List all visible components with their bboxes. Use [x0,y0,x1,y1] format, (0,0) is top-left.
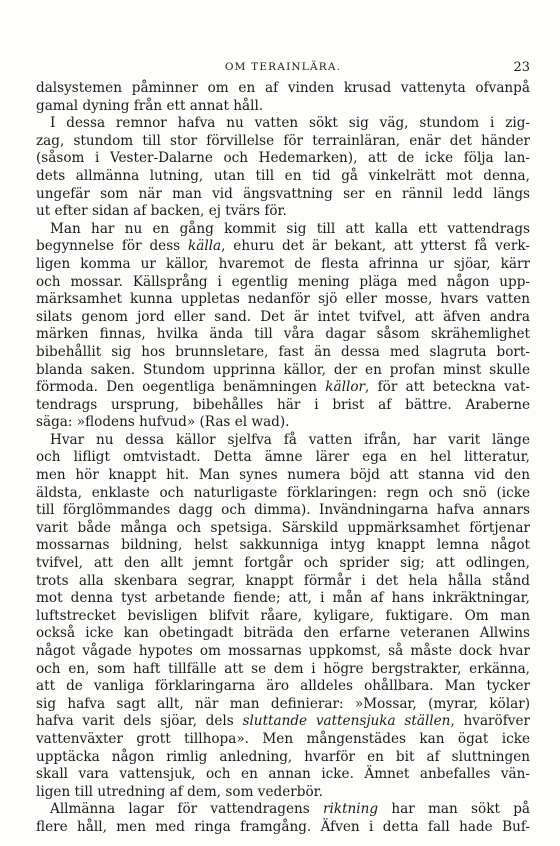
text-line: varit både många och spetsiga. Särskild uppmärksamhet förtjenar [36,519,530,536]
emphasis-sluttande: sluttande vattensjuka ställen [242,713,451,730]
emphasis-kallor: källor [325,379,366,396]
text-line: Hvar nu dessa källor sjelfva få vatten ifrån, har varit länge [50,431,530,448]
text-line: ligen till utredning af dem, som vederbör. [36,783,323,800]
text-line [36,238,530,256]
text-line: tvifvel, att den allt jemnt fortgår och sprider sig; att odlingen, [36,555,530,572]
text-line: mot denna tyst arbetande fiende; att, i mån af hans inkräktningar, [36,590,530,607]
text-line: ungefär som när man vid ängsvattning ser en rännil ledd längs [36,185,530,202]
text-line: skall vara vattensjuk, och en annan icke. Ämnet anbefalles vän- [36,766,530,783]
running-head [36,60,530,76]
text-run: begynnelse för dess [36,238,188,255]
text-line: mossarnas bildning, helst sakkunniga intyg knappt lemna något [36,537,530,554]
text-line [36,713,530,731]
text-line: bibehållit sig hos brunnsletare, fast än dessa med slagruta bort- [36,343,530,360]
text-line: märken finnas, hvilka ända till våra dagar såsom skrähemlighet [36,326,530,343]
text-line: till förglömmandes dagg och dimma). Invändningarna hafva annars [36,502,530,519]
emphasis-kalla: källa [187,238,222,255]
text-line: ligen komma ur källor, hvaremot de flesta afrinna ur sjöar, kärr [36,255,530,272]
text-line: och en, som haft tillfälle att se dem i högre bergstrakter, erkänna, [36,660,530,677]
text-line: och mossar. Källsprång i egentlig mening pläga med någon upp- [36,273,530,290]
text-line: säga: »flodens hufvud» (Ras el wad). [36,414,290,431]
text-line: I dessa remnor hafva nu vatten sökt sig väg, stundom i zig- [50,115,530,132]
text-line [36,801,530,819]
text-line: något vågade hypotes om mossarnas uppkomst, så måste dock hvar [36,643,530,659]
text-line: men hör knappt hit. Man synes numera böjd att stanna vid den [36,467,530,484]
text-run: Allmänna lagar för vattendragens [50,801,323,818]
text-line: äldsta, enklaste och naturligaste förklaringen: regn och snö (icke [36,484,530,501]
text-line: märksamhet kunna uppletas nedanför sjö eller mosse, hvars vatten [36,291,530,308]
text-line: att de vanliga förklaringarna äro alldeles ohållbara. Man tycker [36,678,530,695]
text-run: har man sökt på [378,801,530,818]
text-line: tendrags ursprung, bibehålles här i brist af bättre. Araberne [36,396,530,413]
text-line: och lifligt omtvistadt. Detta ämne lärer ega en hel litteratur, [36,449,530,466]
text-line [36,379,530,397]
text-run: , ehuru det är bekant, att ytterst få verk- [221,238,530,255]
text-line: upptäcka någon rimlig anledning, hvarför en bit af sluttningen [36,748,530,765]
text-run: , för att beteckna vat- [365,379,530,396]
emphasis-riktning: riktning [323,801,379,818]
text-line: vattenväxter grott tillhopa». Men mångenstädes kan ögat icke [36,730,530,747]
text-line: ut efter sidan af backen, ej tvärs för. [36,203,287,220]
text-line: flere håll, men med ringa framgång. Äfven i detta fall hade Buf- [36,818,530,835]
text-line: dets allmänna lutning, utan till en tid gå vinkelrätt mot denna, [36,167,530,184]
body-text [36,80,530,837]
text-run: förmoda. Den oegentliga benämningen [36,379,326,396]
running-title: OM TERAINLÄRA. [224,61,342,73]
text-run: hafva varit dels sjöar, dels [36,713,243,730]
text-line: Man har nu en gång kommit sig till att kalla ett vattendrags [50,220,530,237]
text-line: gamal dyning från ett annat håll. [36,97,264,114]
text-line: sig hafva sagt allt, när man definierar: »Mossar, (myrar, kölar) [36,695,530,712]
text-line: (såsom i Vester-Dalarne och Hedemarken), att de icke följa lan- [36,150,530,167]
text-line: dalsystemen påminner om en af vinden krusad vattenyta ofvanpå [36,80,530,96]
page-number: 23 [513,60,530,75]
text-line: blanda saken. Stundom upprinna källor, der en profan minst skulle [36,361,530,378]
text-run: , hvaröfver [450,713,530,730]
text-line: också icke kan obetingadt biträda den erfarne veteranen Allwins [36,625,530,642]
text-line: trots alla skenbara segrar, knappt förmår i det hela hålla stånd [36,572,530,589]
text-line: luftstrecket bevisligen blifvit råare, kyligare, fuktigare. Om man [36,607,530,624]
text-line: silats genom jord eller sand. Det är intet tvifvel, att äfven andra [36,308,530,325]
text-line: zag, stundom till stor förvillelse för terrainläran, enär det händer [36,132,530,149]
